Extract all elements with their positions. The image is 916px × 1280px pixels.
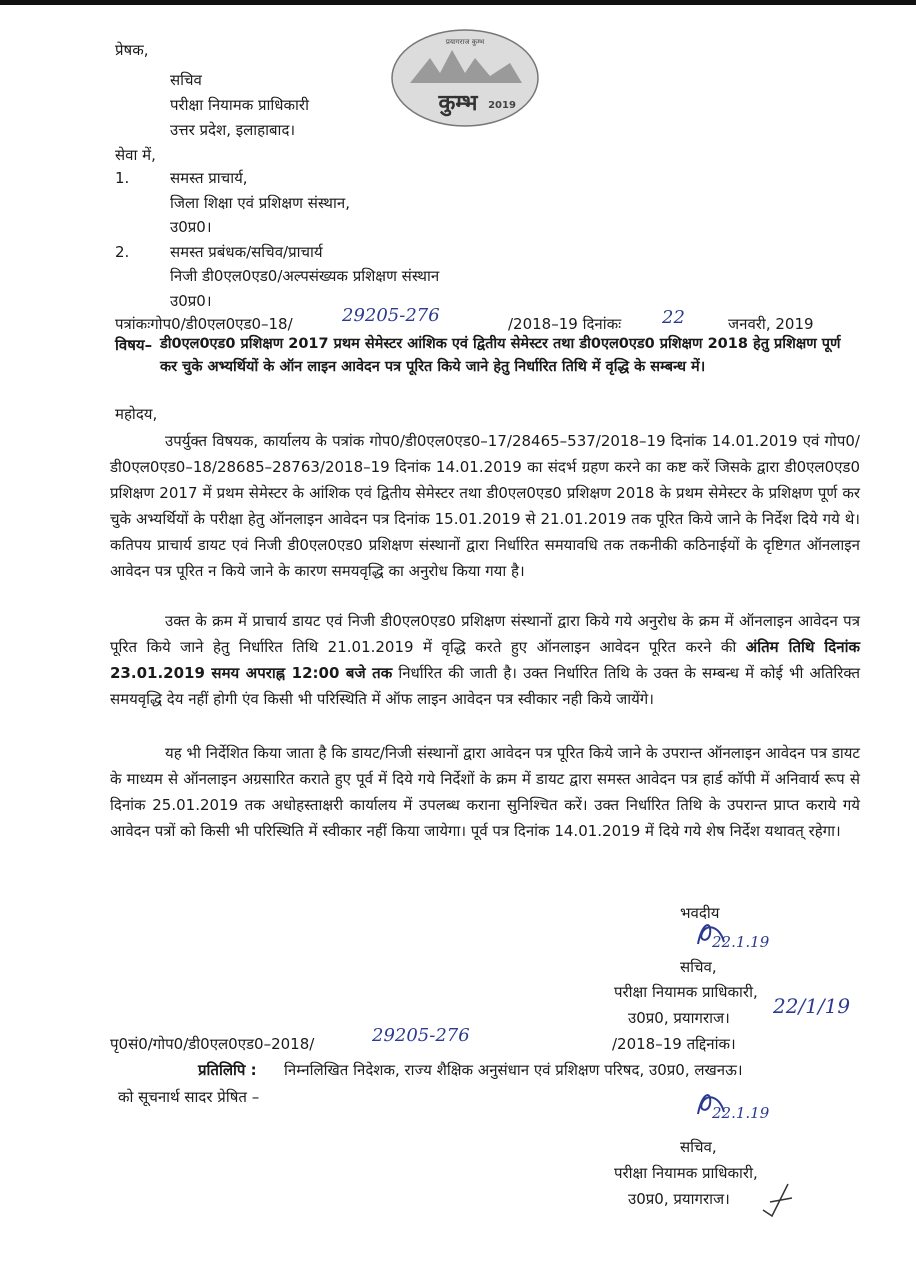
kumbh-logo: [390, 28, 540, 128]
recipient2-line2: निजी डी0एल0एड0/अल्पसंख्यक प्रशिक्षण संस्थान: [170, 267, 440, 285]
scan-top-border: [0, 0, 916, 5]
sender-label: प्रेषक,: [115, 41, 149, 59]
closing2-office: परीक्षा नियामक प्राधिकारी,: [614, 1164, 758, 1182]
body-paragraph-2: [110, 608, 860, 712]
sender-line1: सचिव: [170, 71, 202, 89]
signature-2-date: 22.1.19: [712, 1104, 770, 1122]
recipient1-line1: समस्त प्राचार्य,: [170, 169, 248, 187]
closing-side-date-handwritten: 22/1/19: [773, 994, 851, 1018]
recipient1-line3: उ0प्र0।: [170, 218, 212, 236]
recipient2-number: 2.: [115, 243, 130, 261]
body-p2-deadline: अंतिम तिथि दिनांक 23.01.2019 समय अपराह्न 12:00 बजे तक: [110, 638, 860, 682]
salutation: महोदय,: [115, 405, 158, 423]
initial-mark: [758, 1180, 798, 1220]
copy-reference-suffix: /2018–19 तद्दिनांक।: [612, 1035, 736, 1053]
copy-text-2: को सूचनार्थ सादर प्रेषित –: [118, 1088, 260, 1106]
logo-top-text: प्रयागराज कुम्भ: [445, 38, 485, 46]
copy-text: निम्नलिखित निदेशक, राज्य शैक्षिक अनुसंधान एवं प्रशिक्षण परिषद, उ0प्र0, लखनऊ।: [284, 1061, 743, 1079]
reference-prefix: पत्रांकःगोप0/डी0एल0एड0–18/: [115, 315, 293, 333]
copy-reference-number-handwritten: 29205-276: [372, 1025, 470, 1046]
body-p2-part-a: उक्त के क्रम में प्राचार्य डायट एवं निजी डी0एल0एड0 प्रशिक्षण संस्थानों द्वारा किये गये अनुरोध के क्रम में ऑनलाइन आवेदन पत्र पूरित किये जाने हेतु निर्धारित तिथि 21.01.2019 में वृद्धि करते हुए ऑनलाइन आवेदन पूरित करने की: [110, 612, 860, 656]
recipient1-line2: जिला शिक्षा एवं प्रशिक्षण संस्थान,: [170, 194, 350, 212]
copy-label: प्रतिलिपि :: [198, 1061, 257, 1079]
closing-office: परीक्षा नियामक प्राधिकारी,: [614, 983, 758, 1001]
logo-main-text: कुम्भ: [438, 91, 478, 116]
signature-1-date: 22.1.19: [712, 933, 770, 951]
closing2-title: सचिव,: [680, 1138, 717, 1156]
subject-label: विषय–: [115, 336, 153, 354]
to-label: सेवा में,: [115, 146, 156, 164]
body-paragraph-1: उपर्युक्त विषयक, कार्यालय के पत्रांक गोप0/डी0एल0एड0–17/28465–537/2018–19 दिनांक 14.01.2019 एवं गोप0/डी0एल0एड0–18/28685–28763/2018–19 दिनांक 14.01.2019 का संदर्भ ग्रहण करने का कष्ट करें जिसके द्वारा डी0एल0एड0 प्रशिक्षण 2017 में प्रथम सेमेस्टर के आंशिक एवं द्वितीय सेमेस्टर तथा डी0एल0एड0 प्रशिक्षण 2018 के प्रथम सेमेस्टर के प्रशिक्षण पूर्ण कर चुके अभ्यर्थियों के परीक्षा हेतु ऑनलाइन आवेदन पत्र दिनांक 15.01.2019 से 21.01.2019 तक पूरित किये जाने के निर्देश दिये गये थे। कतिपय प्राचार्य डायट एवं निजी डी0एल0एड0 प्रशिक्षण संस्थानों द्वारा निर्धारित समयावधि तक तकनीकी कठिनाईयों के दृष्टिगत ऑनलाइन आवेदन पत्र पूरित न किये जाने के कारण समयवृद्धि का अनुरोध किया गया है।: [110, 432, 860, 580]
logo-year: 2019: [488, 100, 516, 111]
reference-day-handwritten: 22: [662, 307, 685, 328]
copy-reference-prefix: पृ0सं0/गोप0/डी0एल0एड0–2018/: [110, 1035, 315, 1053]
recipient2-line3: उ0प्र0।: [170, 292, 212, 310]
closing-title: सचिव,: [680, 958, 717, 976]
reference-month-year: जनवरी, 2019: [728, 315, 814, 333]
closing-place: उ0प्र0, प्रयागराज।: [628, 1009, 730, 1027]
sender-line2: परीक्षा नियामक प्राधिकारी: [170, 96, 309, 114]
recipient1-number: 1.: [115, 169, 130, 187]
subject-text: डी0एल0एड0 प्रशिक्षण 2017 प्रथम सेमेस्टर आंशिक एवं द्वितीय सेमेस्टर तथा डी0एल0एड0 प्रशिक्षण 2018 हेतु प्रशिक्षण पूर्ण कर चुके अभ्यर्थियों के ऑन लाइन आवेदन पत्र पूरित किये जाने हेतु निर्धारित तिथि में वृद्धि के सम्बन्ध में।: [160, 336, 841, 375]
closing2-place: उ0प्र0, प्रयागराज।: [628, 1190, 730, 1208]
recipient2-line1: समस्त प्रबंधक/सचिव/प्राचार्य: [170, 243, 323, 261]
sender-line3: उत्तर प्रदेश, इलाहाबाद।: [170, 121, 296, 139]
body-paragraph-3: यह भी निर्देशित किया जाता है कि डायट/निजी संस्थानों द्वारा आवेदन पत्र पूरित किये जाने के उपरान्त ऑनलाइन आवेदन पत्र डायट के माध्यम से ऑनलाइन अग्रसारित कराते हुए पूर्व में दिये गये निर्देशों के क्रम में डायट द्वारा समस्त आवेदन पत्र हार्ड कॉपी में अनिवार्य रूप से दिनांक 25.01.2019 तक अधोहस्ताक्षरी कार्यालय में उपलब्ध कराना सुनिश्चित करें। उक्त निर्धारित तिथि के उपरान्त प्राप्त कराये गये आवेदन पत्रों को किसी भी परिस्थिति में स्वीकार नहीं किया जायेगा। पूर्व पत्र दिनांक 14.01.2019 में दिये गये शेष निर्देश यथावत् रहेगा।: [110, 744, 860, 840]
closing-yours: भवदीय: [680, 904, 720, 922]
reference-number-handwritten: 29205-276: [342, 305, 440, 326]
body-p2-part-b: निर्धारित की जाती है। उक्त निर्धारित तिथि के उक्त के सम्बन्ध में कोई भी अतिरिक्त समयवृद्धि देय नहीं होगी एंव किसी भी परिस्थिति में ऑफ लाइन आवेदन पत्र स्वीकार नही किये जायेंगे।: [110, 664, 861, 708]
reference-suffix: /2018–19 दिनांकः: [508, 315, 622, 333]
